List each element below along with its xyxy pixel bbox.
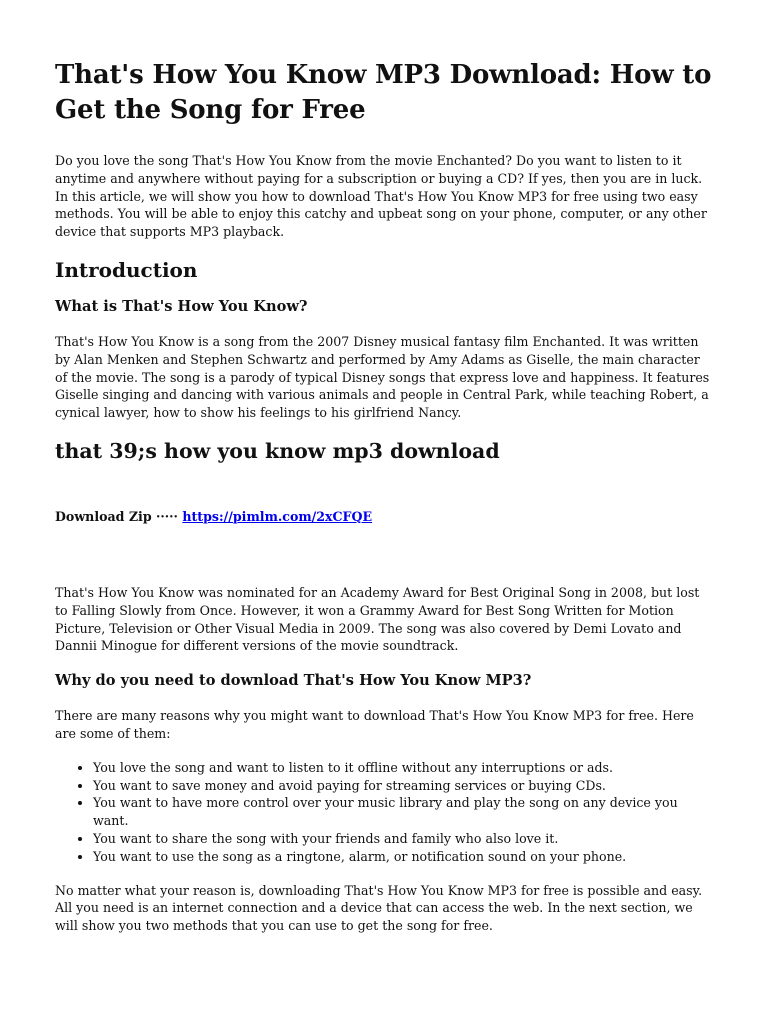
download-line (55, 508, 715, 526)
download-heading: that 39;s how you know mp3 download (55, 438, 500, 463)
award-paragraph: That's How You Know was nominated for an Academy Award for Best Original Song in 2008, but lost to Falling Slowly from Once. However, it won a Grammy Award for Best Song Written for Motion Picture, Television or Other Visual Media in 2009. The song was also covered by Demi Lovato and Dannii Minogue for different versions of the movie soundtrack. (55, 584, 700, 654)
why-download-subheading: Why do you need to download That's How You Know MP3? (55, 672, 532, 690)
list-item: • You love the song and want to listen to it offline without any interruptions or ads. (93, 759, 715, 777)
list-item: • You want to use the song as a ringtone, alarm, or notification sound on your phone. (93, 848, 715, 866)
intro-paragraph: Do you love the song That's How You Know from the movie Enchanted? Do you want to listen to it anytime and anywhere without paying for a subscription or buying a CD? If yes, then you are in luck. In this article, we will show you how to download That's How You Know MP3 for free using two easy methods. You will be able to enjoy this catchy and upbeat song on your phone, computer, or any other device that supports MP3 playback. (55, 153, 707, 240)
reasons-list (55, 759, 715, 866)
introduction-heading: Introduction (55, 257, 198, 282)
why-download-paragraph: There are many reasons why you might want to download That's How You Know MP3 for free. Here are some of them: (55, 708, 694, 741)
list-item: • You want to share the song with your friends and family who also love it. (93, 830, 715, 848)
download-label: Download Zip ····· (55, 508, 183, 524)
list-item: • You want to have more control over your music library and play the song on any device you want. (93, 794, 715, 830)
download-link[interactable]: https://pimlm.com/2xCFQE (182, 508, 373, 524)
list-item: • You want to save money and avoid paying for streaming services or buying CDs. (93, 777, 715, 795)
article-title: That's How You Know MP3 Download: How to Get the Song for Free (55, 60, 712, 125)
what-is-paragraph: That's How You Know is a song from the 2007 Disney musical fantasy film Enchanted. It was written by Alan Menken and Stephen Schwartz and performed by Amy Adams as Giselle, the main character of the movie. The song is a parody of typical Disney songs that express love and happiness. It features Giselle singing and dancing with various animals and people in Central Park, while teaching Robert, a cynical lawyer, how to show his feelings to his girlfriend Nancy. (55, 333, 710, 421)
what-is-subheading: What is That's How You Know? (55, 297, 308, 315)
closing-paragraph: No matter what your reason is, downloading That's How You Know MP3 for free is possible and easy. All you need is an internet connection and a device that can access the web. In the next section, we will show you two methods that you can use to get the song for free. (55, 882, 703, 934)
